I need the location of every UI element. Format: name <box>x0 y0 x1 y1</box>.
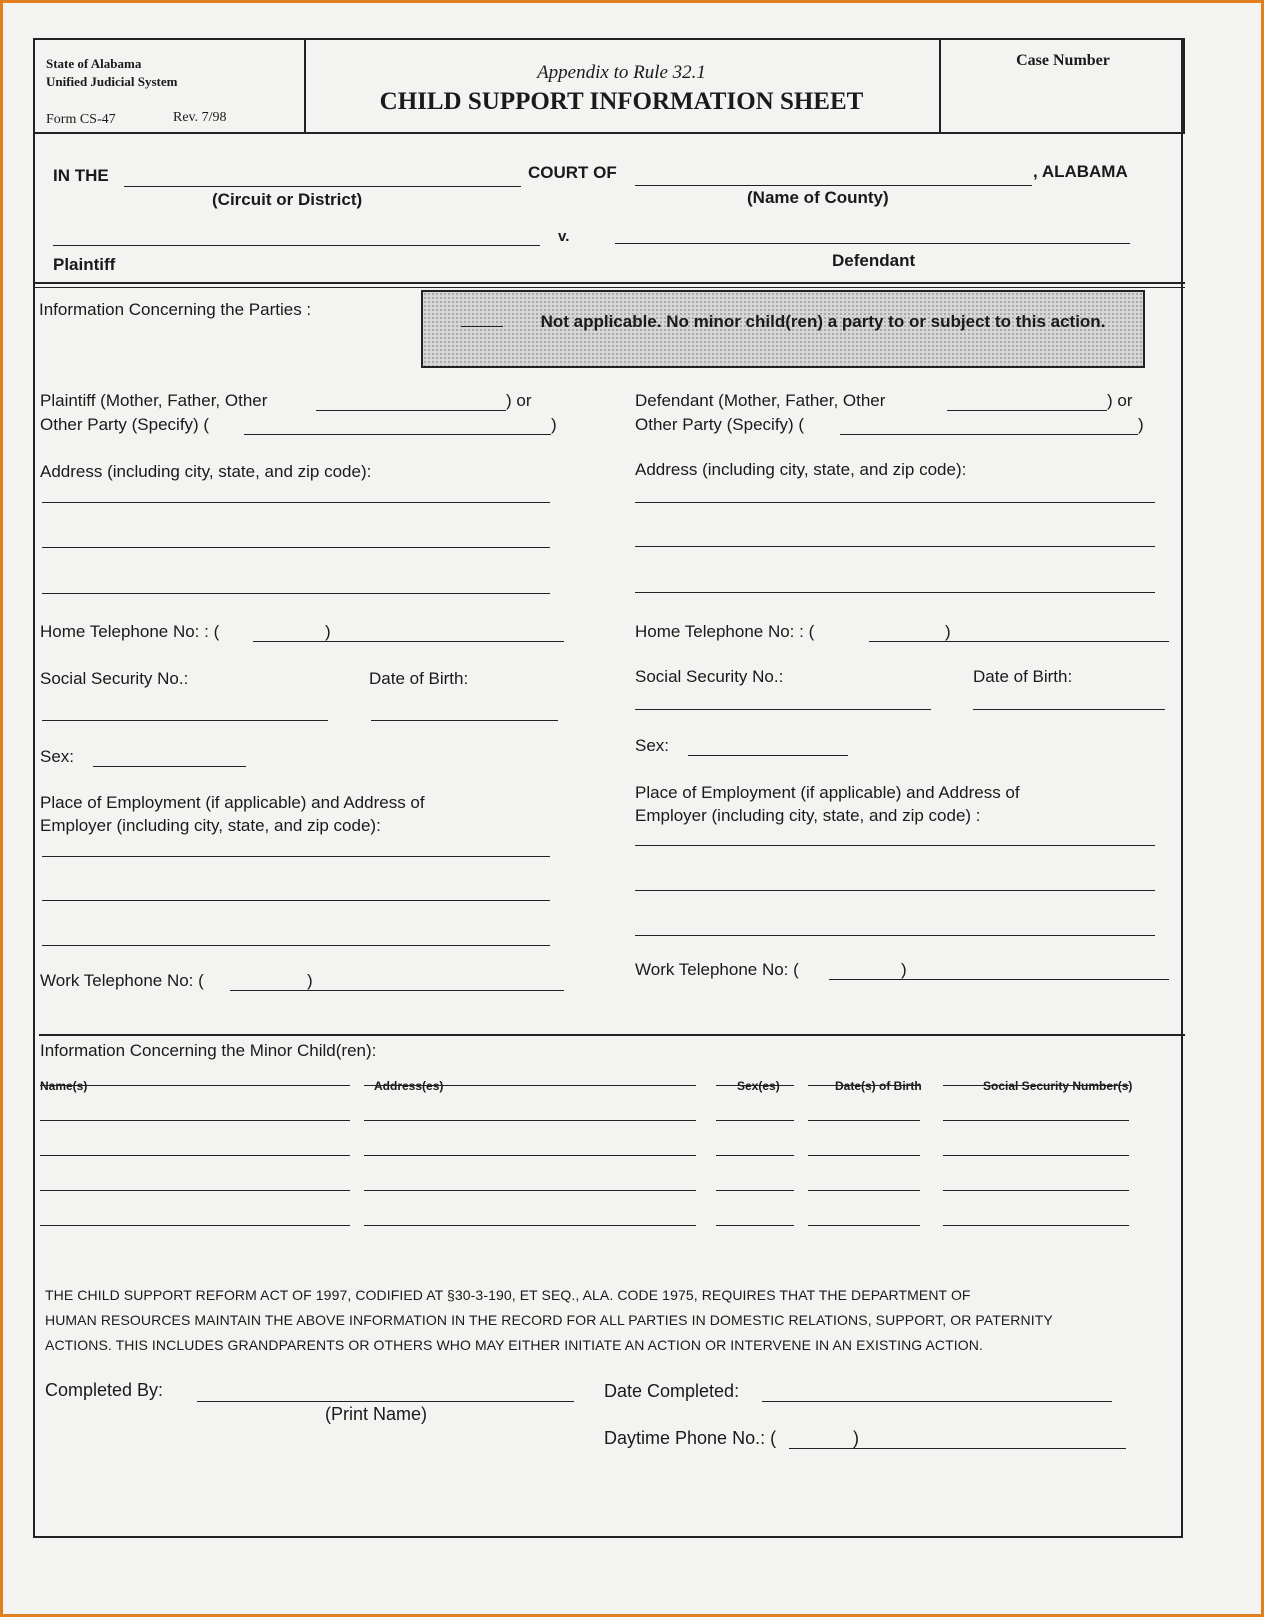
child-name-field-5[interactable] <box>40 1225 350 1226</box>
circuit-hint: (Circuit or District) <box>212 190 363 209</box>
defendant-caption: Defendant <box>832 251 916 270</box>
child-address-field-5[interactable] <box>364 1225 696 1226</box>
plaintiff-role-end: ) or <box>506 391 532 410</box>
plaintiff-specify-field[interactable] <box>244 434 551 435</box>
child-sex-field-5[interactable] <box>716 1225 794 1226</box>
plaintiff-specify-end: ) <box>551 415 557 434</box>
defendant-home-phone-label: Home Telephone No: : ( <box>635 622 815 641</box>
defendant-dob-field[interactable] <box>973 709 1165 710</box>
child-name-field-1[interactable] <box>40 1085 350 1086</box>
daytime-phone-close: ) <box>853 1428 859 1448</box>
plaintiff-dob-field[interactable] <box>371 720 558 721</box>
plaintiff-home-phone-field[interactable] <box>253 641 564 642</box>
defendant-home-phone-field[interactable] <box>869 641 1169 642</box>
plaintiff-role-label: Plaintiff (Mother, Father, Other <box>40 391 268 410</box>
plaintiff-employment-label-1: Place of Employment (if applicable) and Address of <box>40 793 425 812</box>
plaintiff-employment-label-2: Employer (including city, state, and zip code): <box>40 816 381 835</box>
children-heading: Information Concerning the Minor Child(ren): <box>40 1041 377 1060</box>
child-dob-field-4[interactable] <box>808 1190 920 1191</box>
section-rule-bottom <box>33 287 1185 288</box>
plaintiff-address-line-1[interactable] <box>42 502 550 503</box>
col-addresses: Address(es) <box>374 1079 444 1093</box>
child-address-field-1[interactable] <box>364 1085 696 1086</box>
completed-by-field[interactable] <box>197 1401 574 1402</box>
defendant-work-phone-label: Work Telephone No: ( <box>635 960 799 979</box>
defendant-ssn-label: Social Security No.: <box>635 667 784 686</box>
versus-label: v. <box>558 228 570 245</box>
child-dob-field-1[interactable] <box>808 1085 920 1086</box>
not-applicable-box <box>421 290 1145 368</box>
county-hint: (Name of County) <box>747 188 889 207</box>
notice-line-3: ACTIONS. THIS INCLUDES GRANDPARENTS OR OTHERS WHO MAY EITHER INITIATE AN ACTION OR INTERVENE IN AN EXISTING ACTION. <box>45 1337 983 1353</box>
form-title: CHILD SUPPORT INFORMATION SHEET <box>379 88 864 115</box>
child-dob-field-2[interactable] <box>808 1120 920 1121</box>
child-ssn-field-1[interactable] <box>943 1085 1129 1086</box>
child-name-field-2[interactable] <box>40 1120 350 1121</box>
alabama-label: , ALABAMA <box>1033 162 1128 181</box>
children-rule <box>39 1034 1185 1036</box>
child-address-field-3[interactable] <box>364 1155 696 1156</box>
defendant-employment-label-2: Employer (including city, state, and zip code) : <box>635 806 981 825</box>
defendant-ssn-field[interactable] <box>635 709 931 710</box>
section-rule-top <box>33 282 1185 284</box>
child-ssn-field-2[interactable] <box>943 1120 1129 1121</box>
child-dob-field-3[interactable] <box>808 1155 920 1156</box>
child-address-field-4[interactable] <box>364 1190 696 1191</box>
child-address-field-2[interactable] <box>364 1120 696 1121</box>
defendant-sex-field[interactable] <box>688 755 848 756</box>
child-dob-field-5[interactable] <box>808 1225 920 1226</box>
child-sex-field-4[interactable] <box>716 1190 794 1191</box>
child-ssn-field-3[interactable] <box>943 1155 1129 1156</box>
defendant-employer-line-2[interactable] <box>635 890 1155 891</box>
defendant-dob-label: Date of Birth: <box>973 667 1073 686</box>
date-completed-field[interactable] <box>762 1401 1112 1402</box>
child-name-field-3[interactable] <box>40 1155 350 1156</box>
defendant-specify-label: Other Party (Specify) ( <box>635 415 805 434</box>
defendant-other-field[interactable] <box>947 410 1107 411</box>
defendant-employer-line-1[interactable] <box>635 845 1155 846</box>
plaintiff-address-line-2[interactable] <box>42 547 550 548</box>
plaintiff-name-field[interactable] <box>53 245 540 246</box>
child-ssn-field-4[interactable] <box>943 1190 1129 1191</box>
defendant-address-line-1[interactable] <box>635 502 1155 503</box>
plaintiff-address-label: Address (including city, state, and zip code): <box>40 462 372 481</box>
case-number-label: Case Number <box>1016 52 1110 69</box>
plaintiff-sex-label: Sex: <box>40 747 75 766</box>
court-type-field[interactable] <box>124 186 521 187</box>
plaintiff-specify-label: Other Party (Specify) ( <box>40 415 210 434</box>
col-dob: Date(s) of Birth <box>835 1079 922 1093</box>
plaintiff-caption: Plaintiff <box>53 255 116 274</box>
plaintiff-work-phone-field[interactable] <box>230 990 564 991</box>
defendant-specify-field[interactable] <box>840 434 1138 435</box>
defendant-role-end: ) or <box>1107 391 1133 410</box>
child-sex-field-1[interactable] <box>716 1085 794 1086</box>
daytime-phone-label: Daytime Phone No.: ( <box>604 1428 777 1448</box>
plaintiff-ssn-field[interactable] <box>42 720 328 721</box>
plaintiff-dob-label: Date of Birth: <box>369 669 469 688</box>
state-label: State of Alabama <box>46 56 142 71</box>
child-ssn-field-5[interactable] <box>943 1225 1129 1226</box>
not-applicable-text: Not applicable. No minor child(ren) a party to or subject to this action. <box>540 312 1106 331</box>
date-completed-label: Date Completed: <box>604 1381 740 1401</box>
plaintiff-ssn-label: Social Security No.: <box>40 669 189 688</box>
defendant-address-line-3[interactable] <box>635 592 1155 593</box>
defendant-specify-end: ) <box>1138 415 1144 434</box>
plaintiff-work-phone-label: Work Telephone No: ( <box>40 971 204 990</box>
child-sex-field-2[interactable] <box>716 1120 794 1121</box>
plaintiff-work-phone-close: ) <box>307 971 313 990</box>
not-applicable-checkbox[interactable] <box>461 326 503 327</box>
plaintiff-employer-line-3[interactable] <box>42 945 550 946</box>
defendant-address-line-2[interactable] <box>635 546 1155 547</box>
plaintiff-home-phone-label: Home Telephone No: : ( <box>40 622 220 641</box>
appendix-label: Appendix to Rule 32.1 <box>537 62 706 83</box>
defendant-sex-label: Sex: <box>635 736 670 755</box>
plaintiff-address-line-3[interactable] <box>42 593 550 594</box>
notice-line-1: THE CHILD SUPPORT REFORM ACT OF 1997, CODIFIED AT §30-3-190, ET SEQ., ALA. CODE 1975, REQUIRES THAT THE DEPARTMENT OF <box>45 1287 971 1303</box>
plaintiff-other-field[interactable] <box>316 410 506 411</box>
col-ssn: Social Security Number(s) <box>983 1079 1133 1093</box>
plaintiff-sex-field[interactable] <box>93 766 246 767</box>
child-name-field-4[interactable] <box>40 1190 350 1191</box>
header-divider-left <box>304 38 306 134</box>
plaintiff-employer-line-1[interactable] <box>42 856 550 857</box>
parties-heading: Information Concerning the Parties : <box>39 300 312 319</box>
in-the-label: IN THE <box>53 166 109 185</box>
daytime-phone-field[interactable] <box>789 1448 1126 1449</box>
defendant-employment-label-1: Place of Employment (if applicable) and Address of <box>635 783 1020 802</box>
child-support-form <box>33 38 1183 1538</box>
print-name-hint: (Print Name) <box>325 1404 428 1424</box>
defendant-name-field[interactable] <box>615 243 1130 244</box>
col-sexes: Sex(es) <box>737 1079 780 1093</box>
defendant-work-phone-close: ) <box>901 960 907 979</box>
child-sex-field-3[interactable] <box>716 1155 794 1156</box>
defendant-role-label: Defendant (Mother, Father, Other <box>635 391 886 410</box>
notice-line-2: HUMAN RESOURCES MAINTAIN THE ABOVE INFORMATION IN THE RECORD FOR ALL PARTIES IN DOMESTIC RELATIONS, SUPPORT, OR PATERNITY <box>45 1312 1053 1328</box>
defendant-address-label: Address (including city, state, and zip code): <box>635 460 967 479</box>
col-names: Name(s) <box>40 1079 88 1093</box>
plaintiff-employer-line-2[interactable] <box>42 900 550 901</box>
defendant-work-phone-field[interactable] <box>829 979 1169 980</box>
completed-by-label: Completed By: <box>45 1380 164 1400</box>
form-number: Form CS-47 <box>46 112 116 127</box>
county-field[interactable] <box>635 185 1032 186</box>
form-revision: Rev. 7/98 <box>173 110 227 125</box>
defendant-employer-line-3[interactable] <box>635 935 1155 936</box>
system-label: Unified Judicial System <box>46 74 178 89</box>
court-of-label: COURT OF <box>528 163 617 182</box>
defendant-home-phone-close: ) <box>945 622 951 641</box>
plaintiff-home-phone-close: ) <box>325 622 331 641</box>
